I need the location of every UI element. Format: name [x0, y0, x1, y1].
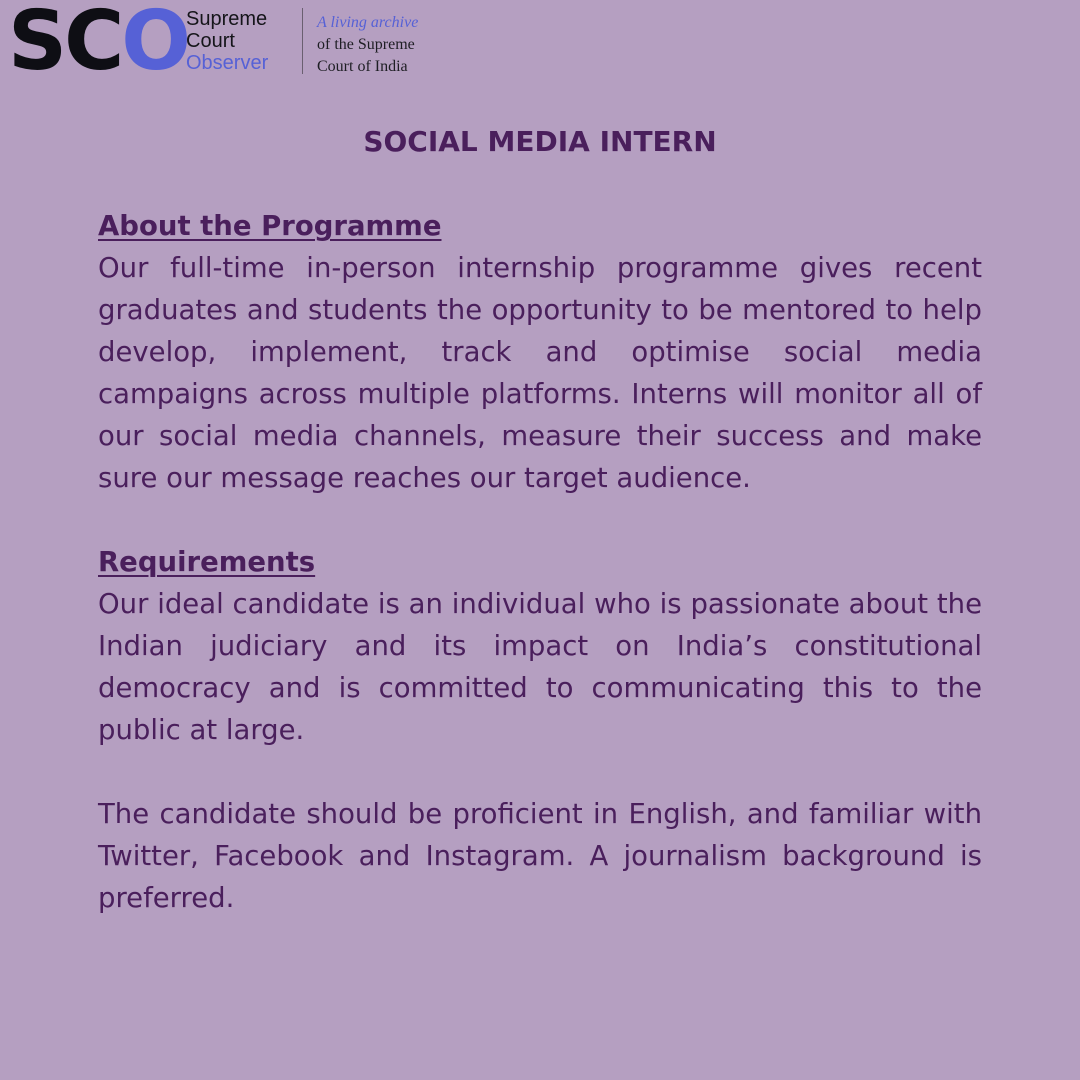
sco-logo	[8, 0, 448, 89]
logo-letter-c: C	[64, 0, 122, 89]
page-title: SOCIAL MEDIA INTERN	[363, 125, 717, 158]
about-heading: About the Programme	[98, 210, 442, 242]
logo-name-observer: Observer	[186, 52, 269, 74]
logo-divider	[302, 8, 303, 74]
logo-name-supreme: Supreme	[186, 8, 268, 30]
section-spacer	[98, 499, 982, 541]
main-content	[98, 205, 982, 919]
paragraph-spacer	[98, 751, 982, 793]
logo-tagline	[317, 12, 418, 78]
logo-monogram	[8, 0, 188, 89]
logo-letter-s: S	[8, 0, 65, 89]
about-paragraph: Our full-time in-person internship programme gives recent graduates and students the opportunity to be mentored to help develop, implement, track and optimise social media campaigns across multiple platforms. Interns will monitor all of our social media channels, measure their success and make sure our message reaches our target audience.	[98, 252, 982, 494]
tagline-line-2: of the Supreme	[317, 36, 415, 53]
requirements-paragraph-2: The candidate should be proficient in English, and familiar with Twitter, Facebook and Instagram. A journalism background is preferred.	[98, 798, 982, 914]
tagline-line-3: Court of India	[317, 58, 408, 75]
requirements-paragraph-1: Our ideal candidate is an individual who is passionate about the Indian judiciary and its impact on India’s constitutional democracy and is committed to communicating this to the public at large.	[98, 588, 982, 746]
requirements-heading: Requirements	[98, 546, 316, 578]
tagline-line-1: A living archive	[317, 14, 419, 31]
logo-letter-o: O	[121, 0, 188, 89]
logo-name-court: Court	[186, 30, 235, 52]
logo-wordmark	[186, 8, 268, 74]
